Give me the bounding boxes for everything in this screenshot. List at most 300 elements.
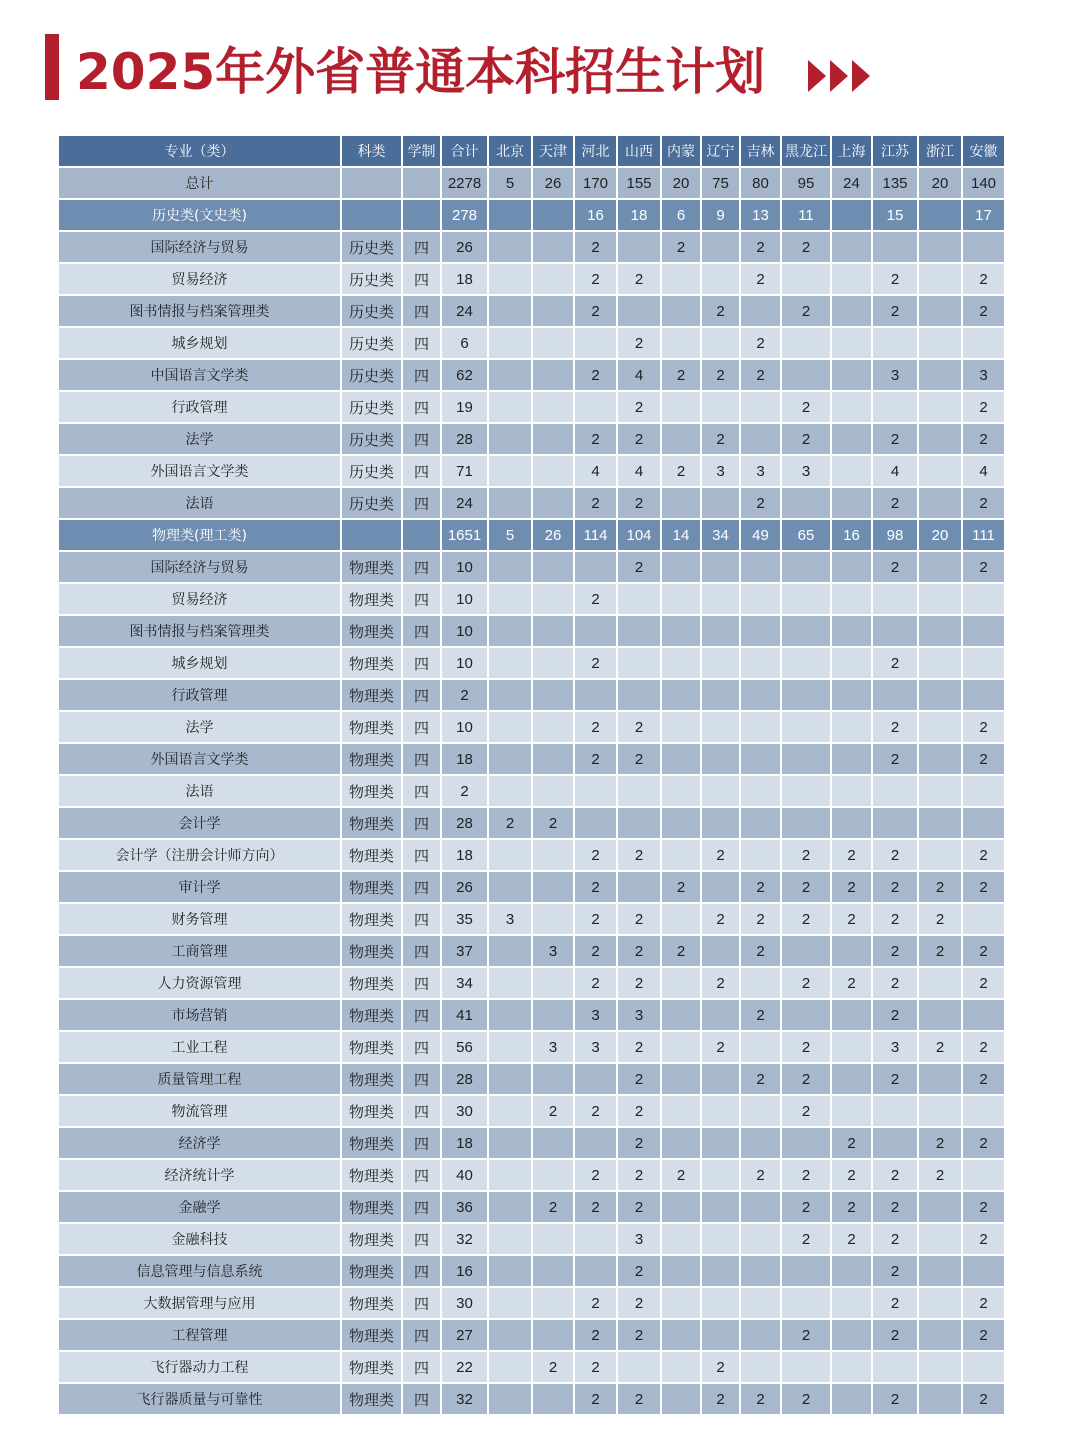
table-cell (831, 263, 872, 295)
table-cell: 24 (831, 167, 872, 199)
table-row (58, 1191, 1005, 1223)
table-row (58, 391, 1005, 423)
table-row (58, 1255, 1005, 1287)
table-cell: 2 (872, 551, 918, 583)
table-cell (701, 1095, 740, 1127)
major-name-cell: 行政管理 (58, 679, 341, 711)
table-cell: 18 (441, 263, 488, 295)
table-cell (918, 295, 962, 327)
table-cell: 2 (962, 263, 1005, 295)
table-cell (532, 999, 574, 1031)
table-cell (701, 743, 740, 775)
table-cell (831, 647, 872, 679)
table-cell: 5 (488, 167, 532, 199)
table-cell: 2 (962, 1383, 1005, 1415)
table-cell: 四 (402, 327, 441, 359)
table-cell: 155 (617, 167, 661, 199)
table-cell: 2 (962, 1287, 1005, 1319)
table-cell: 2 (574, 1351, 617, 1383)
table-cell (701, 391, 740, 423)
table-cell (402, 519, 441, 551)
table-cell: 四 (402, 967, 441, 999)
table-cell (532, 743, 574, 775)
table-row (58, 1095, 1005, 1127)
major-name-cell: 会计学 (58, 807, 341, 839)
table-cell (488, 743, 532, 775)
table-cell (781, 327, 831, 359)
table-cell (488, 967, 532, 999)
table-cell: 3 (872, 1031, 918, 1063)
table-cell: 3 (532, 1031, 574, 1063)
table-cell: 2 (781, 391, 831, 423)
table-cell (488, 391, 532, 423)
table-cell: 2 (574, 231, 617, 263)
table-cell: 2 (831, 839, 872, 871)
table-cell (781, 583, 831, 615)
table-cell: 物理类 (341, 1127, 402, 1159)
table-cell (918, 1319, 962, 1351)
table-row (58, 487, 1005, 519)
table-cell: 2 (740, 903, 781, 935)
table-cell: 15 (872, 199, 918, 231)
subtotal-row (58, 199, 1005, 231)
major-name-cell: 法语 (58, 775, 341, 807)
table-cell: 2 (617, 1095, 661, 1127)
table-cell: 2 (872, 1159, 918, 1191)
table-cell (701, 1223, 740, 1255)
table-cell: 35 (441, 903, 488, 935)
table-cell (661, 615, 701, 647)
table-cell (661, 775, 701, 807)
table-cell (661, 711, 701, 743)
table-cell: 6 (441, 327, 488, 359)
table-cell: 物理类 (341, 775, 402, 807)
table-cell (661, 1319, 701, 1351)
table-cell (661, 743, 701, 775)
table-cell (532, 583, 574, 615)
table-row (58, 583, 1005, 615)
table-cell: 2 (617, 391, 661, 423)
table-cell: 20 (661, 167, 701, 199)
table-cell: 3 (962, 359, 1005, 391)
table-cell: 历史类 (341, 327, 402, 359)
table-cell (488, 1127, 532, 1159)
table-cell (918, 263, 962, 295)
table-cell: 10 (441, 711, 488, 743)
table-row (58, 775, 1005, 807)
table-cell (831, 1319, 872, 1351)
table-cell (918, 1191, 962, 1223)
table-cell (488, 1095, 532, 1127)
table-cell (872, 231, 918, 263)
table-cell (701, 1287, 740, 1319)
table-cell: 104 (617, 519, 661, 551)
table-cell: 4 (617, 455, 661, 487)
table-cell: 2 (781, 231, 831, 263)
table-cell (740, 647, 781, 679)
table-cell (781, 935, 831, 967)
table-cell: 2 (962, 1223, 1005, 1255)
table-cell: 物理类 (341, 967, 402, 999)
table-cell: 2 (740, 263, 781, 295)
major-name-cell: 金融科技 (58, 1223, 341, 1255)
table-cell (532, 903, 574, 935)
table-cell (701, 1127, 740, 1159)
table-row (58, 1223, 1005, 1255)
table-cell (831, 295, 872, 327)
column-header: 山西 (617, 135, 661, 167)
table-cell (831, 1287, 872, 1319)
table-cell: 27 (441, 1319, 488, 1351)
table-cell: 2 (661, 359, 701, 391)
table-cell (701, 1319, 740, 1351)
table-cell (918, 359, 962, 391)
table-cell (740, 1191, 781, 1223)
table-cell (488, 839, 532, 871)
table-cell (781, 1255, 831, 1287)
table-row (58, 1063, 1005, 1095)
table-cell: 34 (701, 519, 740, 551)
table-cell: 2 (701, 1031, 740, 1063)
table-cell (532, 1255, 574, 1287)
column-header: 黑龙江 (781, 135, 831, 167)
table-cell: 四 (402, 231, 441, 263)
table-cell: 14 (661, 519, 701, 551)
table-cell: 4 (872, 455, 918, 487)
table-cell (617, 583, 661, 615)
table-cell (962, 327, 1005, 359)
table-cell (701, 647, 740, 679)
table-cell: 9 (701, 199, 740, 231)
table-cell (532, 455, 574, 487)
table-cell: 3 (574, 999, 617, 1031)
table-cell (781, 487, 831, 519)
column-header: 辽宁 (701, 135, 740, 167)
table-cell: 40 (441, 1159, 488, 1191)
table-cell (831, 615, 872, 647)
table-cell (617, 679, 661, 711)
table-cell (661, 391, 701, 423)
table-cell: 2 (918, 1159, 962, 1191)
title-accent-bar (45, 34, 59, 100)
table-cell: 2 (872, 903, 918, 935)
table-cell: 28 (441, 423, 488, 455)
table-cell (740, 1095, 781, 1127)
table-cell (918, 1255, 962, 1287)
table-cell (781, 1351, 831, 1383)
table-cell: 物理类 (341, 1351, 402, 1383)
table-cell: 2 (781, 1383, 831, 1415)
column-header: 安徽 (962, 135, 1005, 167)
table-cell: 2 (781, 295, 831, 327)
table-cell: 278 (441, 199, 488, 231)
column-header: 专业（类） (58, 135, 341, 167)
table-cell: 2 (740, 1383, 781, 1415)
table-cell: 3 (872, 359, 918, 391)
table-cell (781, 1127, 831, 1159)
table-cell (532, 679, 574, 711)
table-cell: 2 (661, 455, 701, 487)
table-cell: 2 (962, 487, 1005, 519)
table-cell: 62 (441, 359, 488, 391)
table-row (58, 263, 1005, 295)
table-cell (617, 647, 661, 679)
table-cell: 物理类 (341, 711, 402, 743)
major-name-cell: 财务管理 (58, 903, 341, 935)
table-cell (488, 551, 532, 583)
table-cell (488, 1223, 532, 1255)
table-cell: 2 (617, 839, 661, 871)
table-cell: 2 (617, 487, 661, 519)
table-cell (962, 679, 1005, 711)
table-cell (831, 359, 872, 391)
table-cell (872, 679, 918, 711)
table-cell (701, 871, 740, 903)
table-cell: 32 (441, 1223, 488, 1255)
table-cell (918, 1095, 962, 1127)
table-cell: 2 (740, 1063, 781, 1095)
table-cell: 4 (962, 455, 1005, 487)
table-cell: 2 (617, 1063, 661, 1095)
table-cell: 四 (402, 615, 441, 647)
table-cell (488, 679, 532, 711)
table-cell: 四 (402, 487, 441, 519)
table-cell (661, 327, 701, 359)
table-cell (661, 1031, 701, 1063)
table-cell (532, 1287, 574, 1319)
table-cell: 四 (402, 295, 441, 327)
table-cell (918, 1063, 962, 1095)
table-row (58, 423, 1005, 455)
table-cell (918, 1383, 962, 1415)
table-cell: 四 (402, 1031, 441, 1063)
table-cell: 2 (617, 1159, 661, 1191)
table-cell (962, 1351, 1005, 1383)
table-cell: 2 (574, 295, 617, 327)
table-cell: 1651 (441, 519, 488, 551)
table-cell (661, 903, 701, 935)
table-cell: 2 (617, 263, 661, 295)
table-cell (661, 839, 701, 871)
table-cell (701, 1159, 740, 1191)
table-cell: 2 (617, 327, 661, 359)
table-cell: 四 (402, 871, 441, 903)
table-cell (532, 1159, 574, 1191)
table-cell: 2 (781, 871, 831, 903)
table-cell: 24 (441, 295, 488, 327)
table-cell: 111 (962, 519, 1005, 551)
table-row (58, 999, 1005, 1031)
table-cell: 98 (872, 519, 918, 551)
table-cell: 2 (781, 1159, 831, 1191)
table-row (58, 615, 1005, 647)
table-cell (872, 391, 918, 423)
table-cell: 2 (701, 967, 740, 999)
table-cell (740, 807, 781, 839)
table-cell: 2 (574, 647, 617, 679)
table-cell (872, 1127, 918, 1159)
major-name-cell: 图书情报与档案管理类 (58, 295, 341, 327)
table-cell: 34 (441, 967, 488, 999)
table-cell: 四 (402, 1255, 441, 1287)
major-name-cell: 工程管理 (58, 1319, 341, 1351)
table-cell: 2 (441, 679, 488, 711)
column-header: 合计 (441, 135, 488, 167)
table-cell (781, 263, 831, 295)
table-cell: 2 (831, 903, 872, 935)
table-cell: 物理类 (341, 1095, 402, 1127)
table-row (58, 295, 1005, 327)
table-cell: 2 (574, 903, 617, 935)
table-row (58, 935, 1005, 967)
table-cell (488, 711, 532, 743)
table-cell (488, 1287, 532, 1319)
table-cell (781, 615, 831, 647)
table-cell (781, 775, 831, 807)
table-cell: 四 (402, 679, 441, 711)
table-cell: 2 (781, 1063, 831, 1095)
table-cell: 10 (441, 647, 488, 679)
table-row (58, 679, 1005, 711)
table-cell: 2 (831, 871, 872, 903)
table-cell: 3 (740, 455, 781, 487)
table-cell (701, 775, 740, 807)
table-cell: 2 (574, 487, 617, 519)
table-cell (740, 423, 781, 455)
table-cell (831, 583, 872, 615)
table-cell (740, 711, 781, 743)
table-row (58, 327, 1005, 359)
table-cell: 物理类 (341, 935, 402, 967)
major-name-cell: 外国语言文学类 (58, 743, 341, 775)
table-cell (701, 807, 740, 839)
table-cell: 2 (918, 1031, 962, 1063)
table-cell (740, 839, 781, 871)
table-cell (661, 647, 701, 679)
column-header: 浙江 (918, 135, 962, 167)
table-cell: 3 (574, 1031, 617, 1063)
table-cell: 物理类 (341, 1191, 402, 1223)
table-cell (872, 775, 918, 807)
table-cell: 物理类 (341, 1159, 402, 1191)
table-cell: 2 (962, 967, 1005, 999)
table-cell: 2 (740, 935, 781, 967)
table-cell (701, 711, 740, 743)
table-cell: 2 (740, 231, 781, 263)
table-cell: 四 (402, 1383, 441, 1415)
table-cell: 四 (402, 1351, 441, 1383)
table-cell (918, 327, 962, 359)
table-cell (488, 1063, 532, 1095)
table-cell (831, 231, 872, 263)
column-header: 学制 (402, 135, 441, 167)
table-cell: 四 (402, 583, 441, 615)
table-cell: 2 (617, 1255, 661, 1287)
table-cell (661, 679, 701, 711)
table-row (58, 455, 1005, 487)
table-cell (918, 999, 962, 1031)
table-cell (701, 1063, 740, 1095)
table-cell: 3 (701, 455, 740, 487)
table-cell: 2 (740, 999, 781, 1031)
table-cell (740, 1287, 781, 1319)
table-cell (574, 327, 617, 359)
major-name-cell: 贸易经济 (58, 263, 341, 295)
table-cell (918, 775, 962, 807)
table-cell (574, 615, 617, 647)
enrollment-plan-table (57, 134, 1006, 1416)
table-cell (740, 1127, 781, 1159)
table-cell (740, 615, 781, 647)
table-row (58, 1287, 1005, 1319)
table-cell: 2 (872, 1287, 918, 1319)
table-cell (831, 679, 872, 711)
table-cell: 18 (441, 1127, 488, 1159)
table-cell (532, 1063, 574, 1095)
table-cell: 2 (574, 1319, 617, 1351)
table-cell (831, 391, 872, 423)
major-name-cell: 飞行器动力工程 (58, 1351, 341, 1383)
table-cell: 2 (701, 903, 740, 935)
major-name-cell: 市场营销 (58, 999, 341, 1031)
table-cell (831, 1095, 872, 1127)
table-cell (574, 1223, 617, 1255)
table-cell: 2 (872, 743, 918, 775)
table-cell (532, 1383, 574, 1415)
table-row (58, 1383, 1005, 1415)
table-cell: 四 (402, 1063, 441, 1095)
table-cell (831, 775, 872, 807)
major-name-cell: 信息管理与信息系统 (58, 1255, 341, 1287)
table-cell: 2 (781, 423, 831, 455)
table-cell (617, 295, 661, 327)
table-row (58, 231, 1005, 263)
table-cell: 17 (962, 199, 1005, 231)
table-cell (831, 455, 872, 487)
table-cell: 2 (701, 423, 740, 455)
table-cell (661, 487, 701, 519)
table-cell (918, 423, 962, 455)
table-cell (661, 1255, 701, 1287)
table-cell (831, 1063, 872, 1095)
table-cell: 3 (617, 999, 661, 1031)
major-name-cell: 国际经济与贸易 (58, 551, 341, 583)
table-cell: 13 (740, 199, 781, 231)
table-cell (574, 775, 617, 807)
table-cell (740, 1319, 781, 1351)
column-header: 河北 (574, 135, 617, 167)
table-cell: 物理类 (341, 679, 402, 711)
table-cell: 140 (962, 167, 1005, 199)
table-cell (701, 327, 740, 359)
table-cell: 2 (617, 1319, 661, 1351)
table-cell (488, 327, 532, 359)
table-cell: 2 (574, 583, 617, 615)
table-cell (574, 1063, 617, 1095)
table-cell: 2 (617, 743, 661, 775)
table-cell: 16 (574, 199, 617, 231)
table-cell: 2 (701, 295, 740, 327)
table-cell (962, 231, 1005, 263)
table-cell (341, 519, 402, 551)
table-cell: 80 (740, 167, 781, 199)
table-cell: 3 (617, 1223, 661, 1255)
major-name-cell: 行政管理 (58, 391, 341, 423)
table-cell (532, 199, 574, 231)
table-cell (488, 935, 532, 967)
major-name-cell: 历史类(文史类) (58, 199, 341, 231)
table-cell (661, 423, 701, 455)
